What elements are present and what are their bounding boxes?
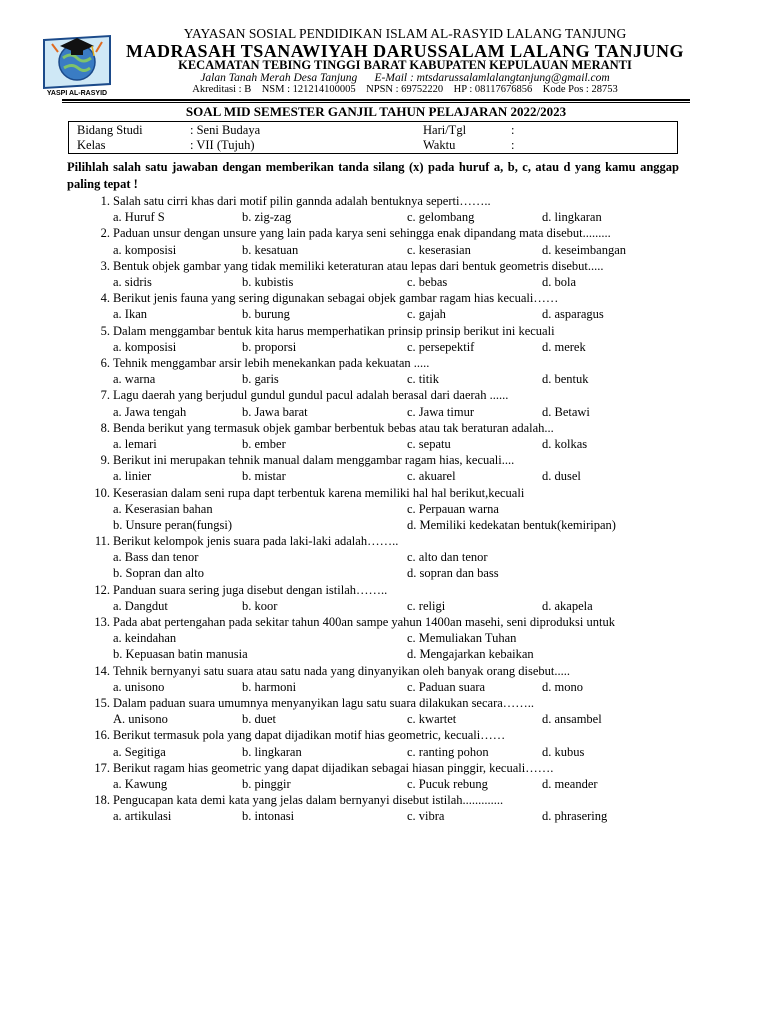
answer-option[interactable]: c. keserasian <box>407 242 471 257</box>
answer-option[interactable]: b. proporsi <box>242 339 297 354</box>
question-item <box>0 225 768 257</box>
answer-option[interactable]: c. persepektif <box>407 339 475 354</box>
exam-title: SOAL MID SEMESTER GANJIL TAHUN PELAJARAN 2022/2023 <box>185 104 567 119</box>
question-item <box>0 760 768 792</box>
question-item <box>0 258 768 290</box>
answer-option[interactable]: a. Jawa tengah <box>113 404 187 419</box>
answer-options-row <box>0 646 768 662</box>
time-label: Waktu <box>423 138 456 152</box>
question-item <box>0 355 768 387</box>
answer-option[interactable]: c. bebas <box>407 274 448 289</box>
question-text: Berikut kelompok jenis suara pada laki-laki adalah…….. <box>113 534 399 549</box>
question-number: 11. <box>94 534 110 549</box>
header-divider-thin <box>62 102 690 103</box>
answer-option[interactable]: d. bentuk <box>542 372 589 387</box>
answer-option[interactable]: c. vibra <box>407 809 445 824</box>
answer-option[interactable]: a. unisono <box>113 679 165 694</box>
answer-option[interactable]: b. harmoni <box>242 679 297 694</box>
answer-option[interactable]: b. zig-zag <box>242 210 292 225</box>
question-text: Panduan suara sering juga disebut dengan istilah…….. <box>113 582 388 597</box>
answer-option[interactable]: d. sopran dan bass <box>407 566 499 581</box>
answer-option[interactable]: a. linier <box>113 469 152 484</box>
answer-option[interactable]: a. sidris <box>113 274 152 289</box>
answer-option[interactable]: d. ansambel <box>542 712 602 727</box>
question-number: 2. <box>100 226 110 241</box>
question-text: Keserasian dalam seni rupa dapt terbentuk karena memiliki hal hal berikut,kecuali <box>113 485 525 500</box>
answer-options-row <box>0 468 768 484</box>
answer-options-row <box>0 776 768 792</box>
answer-options-row <box>0 630 768 646</box>
answer-option[interactable]: d. kubus <box>542 744 585 759</box>
question-item <box>0 387 768 419</box>
answer-option[interactable]: a. lemari <box>113 436 157 451</box>
answer-option[interactable]: a. komposisi <box>113 339 177 354</box>
header-divider-thick <box>62 99 690 101</box>
answer-options-row <box>0 744 768 760</box>
question-item <box>0 290 768 322</box>
question-item <box>0 193 768 225</box>
question-item <box>0 792 768 824</box>
question-number: 5. <box>100 323 110 338</box>
question-text: Berikut ini merupakan tehnik manual dalam menggambar ragam hias, kecuali.... <box>113 453 515 468</box>
question-number: 16. <box>94 728 110 743</box>
question-item <box>0 533 768 582</box>
answer-option[interactable]: d. lingkaran <box>542 210 602 225</box>
answer-option[interactable]: b. ember <box>242 436 286 451</box>
answer-option[interactable]: b. mistar <box>242 469 286 484</box>
answer-option[interactable]: a. Ikan <box>113 307 148 322</box>
school-address: Jalan Tanah Merah Desa Tanjung <box>200 72 358 84</box>
logo-text: YASPI AL-RASYID <box>46 90 108 97</box>
date-value: : <box>511 123 515 137</box>
answer-option[interactable]: c. sepatu <box>407 436 451 451</box>
answer-option[interactable]: b. duet <box>242 712 277 727</box>
question-text: Berikut ragam hias geometric yang dapat dijadikan sebagai hiasan pinggir, kecuali……. <box>113 760 554 775</box>
question-number: 3. <box>100 258 110 273</box>
question-number: 8. <box>100 420 110 435</box>
school-district: KECAMATAN TEBING TINGGI BARAT KABUPATEN KEPULAUAN MERANTI <box>178 58 632 72</box>
answer-option[interactable]: b. kesatuan <box>242 242 299 257</box>
answer-options-row <box>0 517 768 533</box>
nsm: NSM : 121214100005 <box>261 84 356 95</box>
npsn: NPSN : 69752220 <box>366 84 444 95</box>
answer-option[interactable]: c. titik <box>407 372 439 387</box>
answer-option[interactable]: a. Segitiga <box>113 744 166 759</box>
question-text: Paduan unsur dengan unsure yang lain pada karya seni sehingga enak dipandang mata disebut......... <box>113 226 611 241</box>
question-item <box>0 452 768 484</box>
question-number: 15. <box>94 696 110 711</box>
date-label: Hari/Tgl <box>423 123 467 137</box>
answer-option[interactable]: b. Sopran dan alto <box>113 566 204 581</box>
answer-options-row <box>0 339 768 355</box>
question-number: 9. <box>100 453 110 468</box>
question-text: Berikut jenis fauna yang sering digunakan sebagai objek gambar ragam hias kecuali…… <box>113 291 559 306</box>
subject-value: : Seni Budaya <box>190 123 261 137</box>
question-text: Dalam menggambar bentuk kita harus memperhatikan prinsip prinsip berikut ini kecuali <box>113 323 555 338</box>
school-email: E-Mail : mtsdarussalamlalangtanjung@gmail.com <box>374 72 610 84</box>
answer-option[interactable]: c. Paduan suara <box>407 679 486 694</box>
answer-option[interactable]: a. Huruf S <box>113 210 165 225</box>
phone: HP : 08117676856 <box>453 84 533 95</box>
question-item <box>0 727 768 759</box>
answer-options-row <box>0 209 768 225</box>
answer-option[interactable]: b. koor <box>242 598 278 613</box>
answer-option[interactable]: a. komposisi <box>113 242 177 257</box>
answer-option[interactable]: c. Perpauan warna <box>407 501 499 516</box>
answer-option[interactable]: c. gajah <box>407 307 446 322</box>
answer-option[interactable]: c. ranting pohon <box>407 744 489 759</box>
question-text: Pada abat pertengahan pada sekitar tahun 400an sampe yahun 1400an masehi, seni diproduksi untuk <box>113 615 615 630</box>
answer-option[interactable]: d. kolkas <box>542 436 588 451</box>
exam-info-box <box>68 121 678 154</box>
school-name: MADRASAH TSANAWIYAH DARUSSALAM LALANG TANJUNG <box>126 41 684 61</box>
answer-option[interactable]: a. Bass dan tenor <box>113 550 199 565</box>
letterhead <box>0 0 768 106</box>
school-address-line <box>120 73 690 85</box>
question-number: 17. <box>94 760 110 775</box>
question-number: 4. <box>100 291 110 306</box>
question-text: Lagu daerah yang berjudul gundul gundul pacul adalah berasal dari daerah ...... <box>113 388 509 403</box>
answer-options-row <box>0 598 768 614</box>
answer-options-row <box>0 306 768 322</box>
answer-option[interactable]: d. merek <box>542 339 586 354</box>
question-number: 1. <box>100 194 110 208</box>
answer-options-row <box>0 679 768 695</box>
postal-code: Kode Pos : 28753 <box>542 84 618 95</box>
question-number: 6. <box>100 355 110 370</box>
answer-options-row <box>0 565 768 581</box>
answer-option[interactable]: d. asparagus <box>542 307 604 322</box>
answer-option[interactable]: d. phrasering <box>542 809 608 824</box>
answer-option[interactable]: b. kubistis <box>242 274 294 289</box>
answer-option[interactable]: b. Jawa barat <box>242 404 308 419</box>
answer-option[interactable]: c. kwartet <box>407 712 457 727</box>
answer-option[interactable]: d. Mengajarkan kebaikan <box>407 647 534 662</box>
subject-label: Bidang Studi <box>77 123 143 137</box>
answer-option[interactable]: A. unisono <box>113 712 168 727</box>
answer-option[interactable]: b. lingkaran <box>242 744 302 759</box>
question-number: 10. <box>94 485 110 500</box>
answer-option[interactable]: b. intonasi <box>242 809 295 824</box>
answer-option[interactable]: a. Kawung <box>113 777 168 792</box>
answer-option[interactable]: b. burung <box>242 307 290 322</box>
question-text: Bentuk objek gambar yang tidak memiliki keteraturan atau lepas dari bentuk geometris disebut..... <box>113 258 604 273</box>
question-list <box>0 193 768 825</box>
answer-option[interactable]: c. Memuliakan Tuhan <box>407 631 517 646</box>
answer-option[interactable]: d. bola <box>542 274 577 289</box>
answer-option[interactable]: a. Dangdut <box>113 598 168 613</box>
answer-option[interactable]: d. akapela <box>542 598 593 613</box>
answer-options-row <box>0 711 768 727</box>
question-number: 12. <box>94 582 110 597</box>
answer-option[interactable]: a. Keserasian bahan <box>113 501 213 516</box>
answer-options-row <box>0 371 768 387</box>
answer-option[interactable]: d. Memiliki kedekatan bentuk(kemiripan) <box>407 517 616 532</box>
answer-option[interactable]: c. gelombang <box>407 210 475 225</box>
answer-option[interactable]: c. Jawa timur <box>407 404 474 419</box>
akreditasi: Akreditasi : B <box>192 84 252 95</box>
question-text: Berikut termasuk pola yang dapat dijadikan motif hias geometric, kecuali…… <box>113 728 506 743</box>
answer-option[interactable]: c. akuarel <box>407 469 456 484</box>
question-item <box>0 582 768 614</box>
answer-option[interactable]: b. Unsure peran(fungsi) <box>113 517 233 532</box>
answer-option[interactable]: d. mono <box>542 679 583 694</box>
question-number: 18. <box>94 793 110 808</box>
answer-option[interactable]: c. alto dan tenor <box>407 550 488 565</box>
answer-option[interactable]: d. keseimbangan <box>542 242 627 257</box>
question-number: 14. <box>94 663 110 678</box>
question-item <box>0 420 768 452</box>
answer-options-row <box>0 404 768 420</box>
answer-option[interactable]: d. Betawi <box>542 404 590 419</box>
answer-option[interactable]: b. pinggir <box>242 777 291 792</box>
answer-option[interactable]: a. warna <box>113 372 156 387</box>
answer-option[interactable]: c. religi <box>407 598 446 613</box>
answer-option[interactable]: a. artikulasi <box>113 809 172 824</box>
answer-options-row <box>0 436 768 452</box>
answer-option[interactable]: d. meander <box>542 777 598 792</box>
answer-option[interactable]: b. Kepuasan batin manusia <box>113 647 248 662</box>
question-item <box>0 485 768 534</box>
question-number: 7. <box>100 388 110 403</box>
question-text: Tehnik menggambar arsir lebih menekankan pada kekuatan ..... <box>113 355 430 370</box>
question-text: Tehnik bernyanyi satu suara atau satu nada yang dinyanyikan oleh banyak orang disebut..... <box>113 663 570 678</box>
answer-option[interactable]: a. keindahan <box>113 631 177 646</box>
answer-options-row <box>0 808 768 824</box>
answer-option[interactable]: c. Pucuk rebung <box>407 777 488 792</box>
school-registration-line <box>120 85 690 96</box>
question-text: Salah satu cirri khas dari motif pilin gannda adalah bentuknya seperti…….. <box>113 194 491 208</box>
question-item <box>0 323 768 355</box>
answer-options-row <box>0 549 768 565</box>
answer-options-row <box>0 274 768 290</box>
question-number: 13. <box>94 615 110 630</box>
class-value: : VII (Tujuh) <box>190 138 255 152</box>
answer-option[interactable]: d. dusel <box>542 469 581 484</box>
question-text: Benda berikut yang termasuk objek gambar berbentuk bebas atau tak beraturan adalah... <box>113 420 554 435</box>
answer-option[interactable]: b. garis <box>242 372 279 387</box>
question-text: Pengucapan kata demi kata yang jelas dalam bernyanyi disebut istilah............. <box>113 793 504 808</box>
school-logo <box>38 30 116 100</box>
time-value: : <box>511 138 515 152</box>
instruction-text: Pilihlah salah satu jawaban dengan memberikan tanda silang (x) pada huruf a, b, c, atau d yang kamu anggap paling tepat ! <box>67 160 679 191</box>
question-item <box>0 663 768 695</box>
class-label: Kelas <box>77 138 106 152</box>
question-item <box>0 614 768 663</box>
answer-options-row <box>0 242 768 258</box>
answer-options-row <box>0 501 768 517</box>
question-text: Dalam paduan suara umumnya menyanyikan lagu satu suara dilakukan secara…….. <box>113 696 535 711</box>
question-item <box>0 695 768 727</box>
foundation-name: YAYASAN SOSIAL PENDIDIKAN ISLAM AL-RASYID LALANG TANJUNG <box>183 26 627 41</box>
